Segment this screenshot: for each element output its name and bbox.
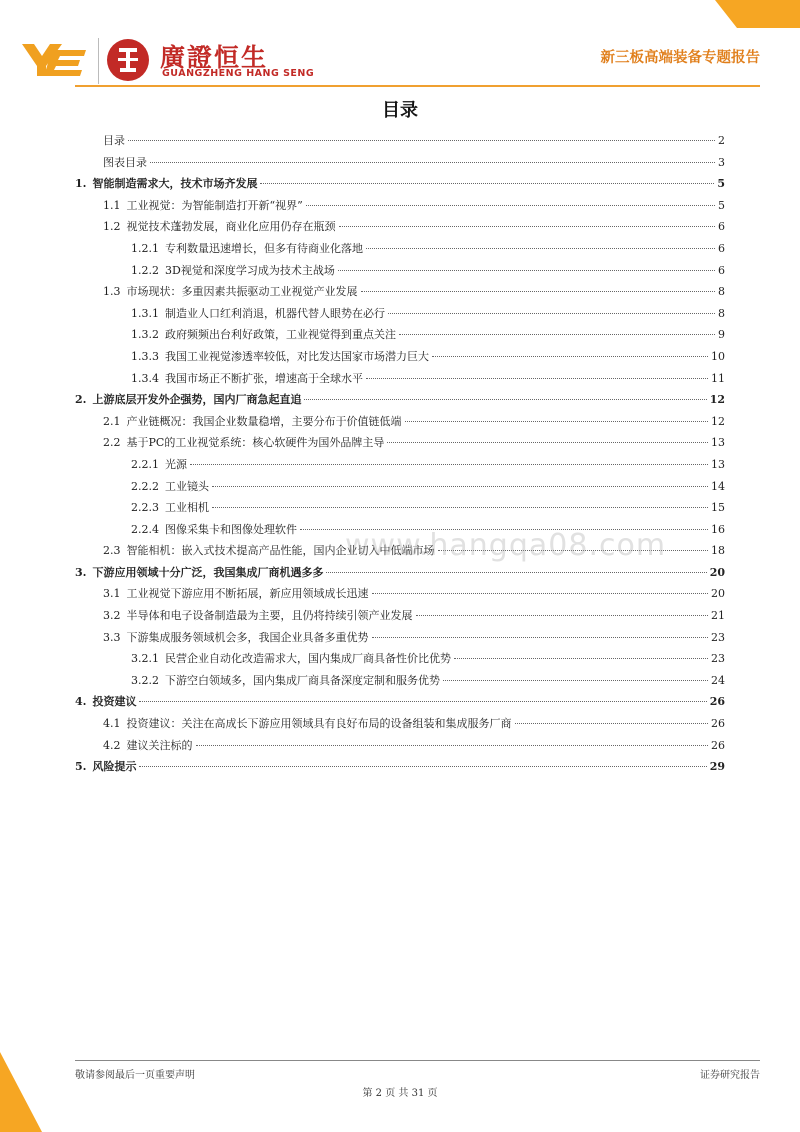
toc-entry-number: 3.2.2 bbox=[131, 673, 159, 687]
toc-entry[interactable] bbox=[75, 670, 725, 692]
toc-entry-page: 20 bbox=[711, 587, 725, 601]
toc-entry-label bbox=[103, 605, 413, 627]
toc-entry-label bbox=[103, 216, 336, 238]
toc-entry-text: 风险提示 bbox=[92, 760, 137, 774]
toc-entry-number: 4. bbox=[75, 695, 87, 709]
toc-entry-label bbox=[103, 735, 193, 757]
toc-leader-dots bbox=[372, 593, 709, 594]
toc-leader-dots bbox=[306, 205, 715, 206]
toc-entry-text: 下游集成服务领域机会多，我国企业具备多重优势 bbox=[126, 630, 369, 644]
toc-entry-text: 工业视觉下游应用不断拓展，新应用领域成长迅速 bbox=[126, 587, 369, 601]
toc-entry[interactable] bbox=[75, 648, 725, 670]
toc-entry-page: 2 bbox=[718, 134, 725, 147]
toc-entry-label bbox=[103, 627, 369, 649]
seal-logo-icon bbox=[106, 38, 150, 82]
toc-entry-number: 1.1 bbox=[103, 198, 121, 212]
toc-entry[interactable] bbox=[75, 583, 725, 605]
toc-entry-page: 10 bbox=[711, 349, 725, 363]
toc-entry-text: 工业视觉：为智能制造打开新“视界” bbox=[126, 198, 303, 212]
toc-entry-label bbox=[131, 346, 429, 368]
toc-entry-text: 视觉技术蓬勃发展，商业化应用仍存在瓶颈 bbox=[126, 220, 336, 234]
toc-entry-number: 1.3.1 bbox=[131, 306, 159, 320]
toc-leader-dots bbox=[150, 162, 715, 163]
toc-leader-dots bbox=[212, 507, 708, 508]
toc-entry-text: 建议关注标的 bbox=[126, 738, 193, 752]
toc-entry-label bbox=[103, 130, 125, 152]
toc-entry[interactable] bbox=[75, 454, 725, 476]
toc-entry[interactable] bbox=[75, 713, 725, 735]
toc-entry-label bbox=[75, 756, 136, 778]
toc-entry-number: 3.1 bbox=[103, 587, 121, 601]
toc-entry-label bbox=[131, 238, 363, 260]
toc-leader-dots bbox=[212, 486, 708, 487]
toc-leader-dots bbox=[372, 637, 709, 638]
toc-entry[interactable] bbox=[75, 173, 725, 195]
toc-entry-label bbox=[103, 713, 512, 735]
toc-leader-dots bbox=[139, 766, 706, 767]
toc-entry-number: 1.2 bbox=[103, 220, 121, 234]
toc-entry-label bbox=[131, 476, 209, 498]
toc-entry[interactable] bbox=[75, 281, 725, 303]
toc-leader-dots bbox=[387, 442, 708, 443]
toc-entry-number: 3.3 bbox=[103, 630, 121, 644]
toc-entry-text: 我国工业视觉渗透率较低，对比发达国家市场潜力巨大 bbox=[165, 349, 429, 363]
corner-decoration bbox=[715, 0, 800, 28]
toc-entry[interactable] bbox=[75, 238, 725, 260]
toc-entry-page: 20 bbox=[709, 565, 725, 579]
toc-entry-number: 2.2.4 bbox=[131, 522, 159, 536]
toc-leader-dots bbox=[339, 226, 716, 227]
toc-entry[interactable] bbox=[75, 303, 725, 325]
toc-leader-dots bbox=[260, 183, 714, 184]
toc-entry-label bbox=[131, 303, 385, 325]
toc-entry[interactable] bbox=[75, 260, 725, 282]
toc-entry-text: 产业链概况：我国企业数量稳增，主要分布于价值链低端 bbox=[126, 414, 402, 428]
toc-entry-page: 26 bbox=[711, 717, 725, 731]
toc-leader-dots bbox=[326, 572, 706, 573]
toc-entry-text: 投资建议：关注在高成长下游应用领域具有良好布局的设备组装和集成服务厂商 bbox=[126, 717, 512, 731]
toc-entry[interactable] bbox=[75, 497, 725, 519]
toc-entry-page: 21 bbox=[711, 609, 725, 623]
toc-entry[interactable] bbox=[75, 389, 725, 411]
toc-entry-text: 我国市场正不断扩张，增速高于全球水平 bbox=[165, 371, 363, 385]
ye-logo-icon bbox=[22, 42, 88, 78]
toc-leader-dots bbox=[139, 701, 706, 702]
toc-entry-text: 3D视觉和深度学习成为技术主战场 bbox=[165, 263, 335, 277]
footer-divider bbox=[75, 1060, 760, 1061]
toc-leader-dots bbox=[190, 464, 708, 465]
toc-entry[interactable] bbox=[75, 735, 725, 757]
brand-name-cn: 廣證恒生 bbox=[160, 43, 269, 72]
toc-entry-text: 市场现状：多重因素共振驱动工业视觉产业发展 bbox=[126, 285, 358, 299]
toc-entry-page: 15 bbox=[711, 501, 725, 515]
toc-entry-label bbox=[103, 432, 384, 454]
toc-entry-number: 1.3.2 bbox=[131, 328, 159, 342]
toc-entry-number: 3.2.1 bbox=[131, 652, 159, 666]
toc-leader-dots bbox=[432, 356, 708, 357]
toc-entry-text: 工业镜头 bbox=[165, 479, 209, 493]
toc-entry[interactable] bbox=[75, 368, 725, 390]
footer-disclaimer: 敬请参阅最后一页重要声明 bbox=[75, 1070, 195, 1081]
toc-entry-number: 1.3.3 bbox=[131, 349, 159, 363]
toc-entry-page: 23 bbox=[711, 630, 725, 644]
toc-entry-number: 1. bbox=[75, 177, 87, 191]
toc-entry-page: 6 bbox=[718, 241, 725, 255]
toc-entry-number: 1.2.1 bbox=[131, 241, 159, 255]
toc-entry-page: 26 bbox=[711, 738, 725, 752]
toc-entry[interactable] bbox=[75, 627, 725, 649]
toc-entry-label bbox=[131, 519, 297, 541]
toc-entry-label bbox=[131, 670, 440, 692]
toc-entry-text: 下游应用领域十分广泛，我国集成厂商机遇多多 bbox=[92, 565, 324, 579]
toc-entry[interactable] bbox=[75, 432, 725, 454]
toc-entry-text: 半导体和电子设备制造最为主要，且仍将持续引领产业发展 bbox=[126, 609, 413, 623]
toc-entry-number: 3.2 bbox=[103, 609, 121, 623]
toc-entry-page: 6 bbox=[718, 220, 725, 234]
header-divider bbox=[75, 85, 760, 87]
toc-entry[interactable] bbox=[75, 152, 725, 174]
toc-entry-text: 目录 bbox=[103, 134, 125, 147]
toc-entry-page: 9 bbox=[718, 328, 725, 342]
toc-entry-number: 2.3 bbox=[103, 544, 121, 558]
toc-entry-label bbox=[131, 368, 363, 390]
toc-entry-text: 政府频频出台利好政策，工业视觉得到重点关注 bbox=[165, 328, 396, 342]
toc-entry-label bbox=[103, 195, 303, 217]
toc-entry-number: 2.2.2 bbox=[131, 479, 159, 493]
toc-entry-text: 民营企业自动化改造需求大，国内集成厂商具备性价比优势 bbox=[165, 652, 451, 666]
toc-leader-dots bbox=[399, 334, 715, 335]
toc-entry-text: 智能制造需求大，技术市场齐发展 bbox=[92, 177, 258, 191]
toc-leader-dots bbox=[361, 291, 716, 292]
toc-entry[interactable] bbox=[75, 562, 725, 584]
toc-entry-page: 8 bbox=[718, 285, 725, 299]
toc-entry-number: 2.2.1 bbox=[131, 457, 159, 471]
toc-entry-page: 12 bbox=[711, 414, 725, 428]
toc-entry-number: 4.2 bbox=[103, 738, 121, 752]
toc-entry-label bbox=[131, 648, 451, 670]
toc-entry-number: 2.1 bbox=[103, 414, 121, 428]
toc-entry-page: 14 bbox=[711, 479, 725, 493]
toc-entry-number: 1.3.4 bbox=[131, 371, 159, 385]
toc-entry-label bbox=[103, 583, 369, 605]
toc-entry-text: 基于PC的工业视觉系统：核心软硬件为国外品牌主导 bbox=[126, 436, 385, 450]
toc-leader-dots bbox=[515, 723, 709, 724]
footer-report-type: 证券研究报告 bbox=[700, 1070, 760, 1081]
toc-entry-number: 3. bbox=[75, 565, 87, 579]
toc-entry-number: 2. bbox=[75, 393, 87, 407]
toc-entry-page: 5 bbox=[718, 198, 725, 212]
toc-entry-label bbox=[75, 691, 136, 713]
toc-entry-page: 8 bbox=[718, 306, 725, 320]
toc-entry[interactable] bbox=[75, 216, 725, 238]
toc-leader-dots bbox=[366, 378, 708, 379]
toc-entry-text: 图表目录 bbox=[103, 155, 147, 169]
table-of-contents bbox=[75, 130, 725, 778]
toc-entry-label bbox=[75, 389, 301, 411]
toc-entry-page: 23 bbox=[711, 652, 725, 666]
toc-leader-dots bbox=[196, 745, 709, 746]
toc-entry-text: 智能相机：嵌入式技术提高产品性能，国内企业切入中低端市场 bbox=[126, 544, 435, 558]
watermark: www.hangqa08.com bbox=[345, 528, 667, 563]
toc-entry-number: 2.2 bbox=[103, 436, 121, 450]
toc-entry-label bbox=[103, 281, 358, 303]
toc-leader-dots bbox=[338, 270, 715, 271]
toc-entry-text: 专利数量迅速增长，但多有待商业化落地 bbox=[165, 241, 363, 255]
toc-entry-text: 制造业人口红利消退，机器代替人眼势在必行 bbox=[165, 306, 385, 320]
toc-entry-page: 11 bbox=[711, 371, 725, 385]
toc-entry-label bbox=[131, 454, 187, 476]
toc-entry-number: 2.2.3 bbox=[131, 501, 159, 515]
toc-title: 目录 bbox=[382, 100, 418, 121]
toc-entry-page: 13 bbox=[711, 436, 725, 450]
toc-entry-text: 图像采集卡和图像处理软件 bbox=[165, 522, 297, 536]
toc-entry[interactable] bbox=[75, 324, 725, 346]
toc-entry[interactable] bbox=[75, 195, 725, 217]
toc-leader-dots bbox=[366, 248, 715, 249]
toc-entry-label bbox=[131, 324, 396, 346]
toc-entry[interactable] bbox=[75, 411, 725, 433]
brand-name-en: GUANGZHENG HANG SENG bbox=[162, 68, 315, 79]
toc-entry[interactable] bbox=[75, 605, 725, 627]
toc-entry[interactable] bbox=[75, 691, 725, 713]
toc-leader-dots bbox=[388, 313, 715, 314]
toc-entry-number: 1.3 bbox=[103, 285, 121, 299]
toc-entry[interactable] bbox=[75, 346, 725, 368]
report-title: 新三板高端装备专题报告 bbox=[600, 50, 760, 66]
logo-divider bbox=[98, 38, 99, 84]
page-number: 第 2 页 共 31 页 bbox=[362, 1088, 438, 1099]
toc-leader-dots bbox=[128, 140, 715, 141]
toc-entry-number: 5. bbox=[75, 760, 87, 774]
toc-entry-text: 上游底层开发外企强势，国内厂商急起直追 bbox=[92, 393, 302, 407]
toc-entry-page: 12 bbox=[709, 393, 725, 407]
toc-leader-dots bbox=[454, 658, 708, 659]
toc-entry-label bbox=[75, 562, 323, 584]
toc-entry-page: 6 bbox=[718, 263, 725, 277]
toc-entry[interactable] bbox=[75, 756, 725, 778]
toc-entry-text: 光源 bbox=[165, 457, 187, 471]
toc-leader-dots bbox=[304, 399, 706, 400]
toc-entry-text: 下游空白领域多，国内集成厂商具备深度定制和服务优势 bbox=[165, 673, 440, 687]
toc-entry-label bbox=[131, 260, 335, 282]
toc-entry-text: 工业相机 bbox=[165, 501, 209, 515]
toc-entry-page: 18 bbox=[711, 544, 725, 558]
toc-entry-number: 4.1 bbox=[103, 717, 121, 731]
toc-entry-page: 16 bbox=[711, 522, 725, 536]
toc-entry-label bbox=[103, 411, 402, 433]
toc-entry-page: 5 bbox=[717, 177, 725, 191]
toc-entry-label bbox=[75, 173, 257, 195]
toc-entry-label bbox=[103, 152, 147, 174]
toc-leader-dots bbox=[443, 680, 708, 681]
toc-leader-dots bbox=[405, 421, 709, 422]
toc-leader-dots bbox=[416, 615, 709, 616]
toc-entry-page: 13 bbox=[711, 457, 725, 471]
toc-entry-number: 1.2.2 bbox=[131, 263, 159, 277]
toc-entry[interactable] bbox=[75, 130, 725, 152]
toc-entry[interactable] bbox=[75, 476, 725, 498]
toc-entry-page: 24 bbox=[711, 673, 725, 687]
toc-entry-page: 3 bbox=[718, 155, 725, 169]
toc-entry-label bbox=[131, 497, 209, 519]
toc-entry-page: 29 bbox=[709, 760, 725, 774]
toc-entry-text: 投资建议 bbox=[92, 695, 137, 709]
toc-entry-page: 26 bbox=[709, 695, 725, 709]
